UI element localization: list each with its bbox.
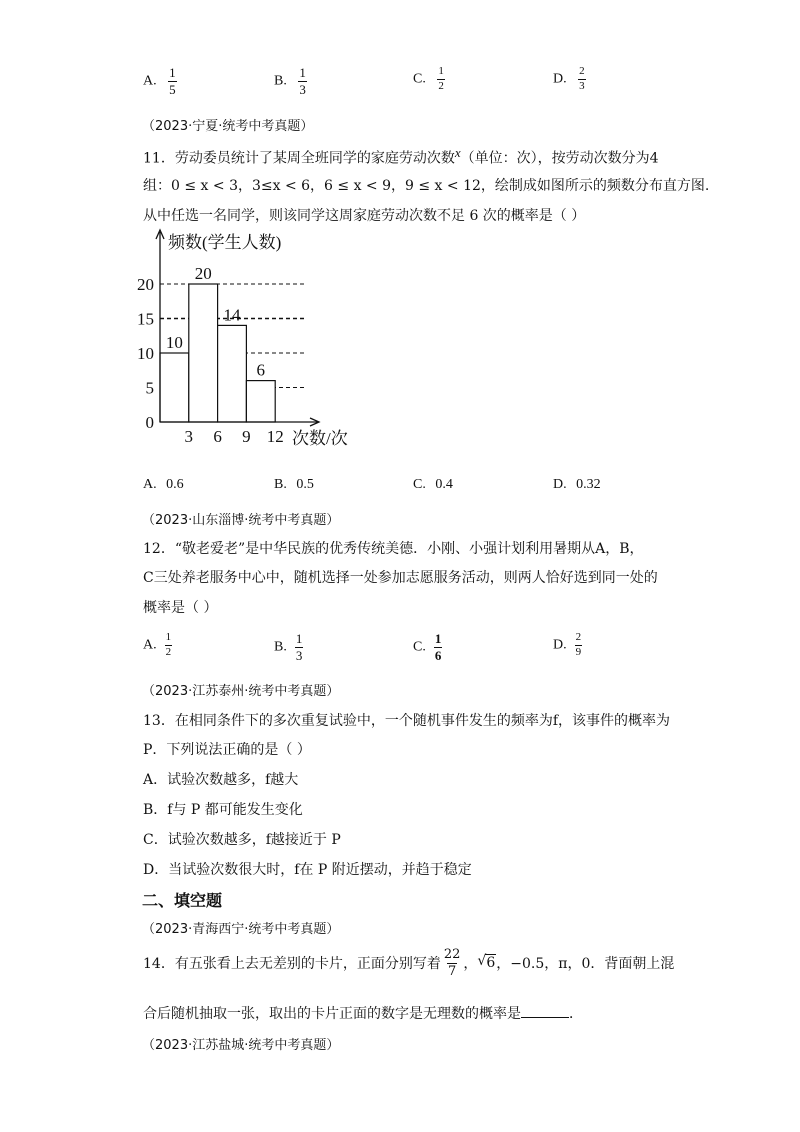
q14-line2-text: 合后随机抽取一张，取出的卡片正面的数字是无理数的概率是 [143, 1006, 521, 1022]
radicand: 6 [486, 955, 496, 972]
q12-option-c [413, 632, 442, 662]
q14-line2 [143, 1003, 583, 1023]
q14-source: （2023·青海西宁·统考中考真题） [142, 922, 340, 937]
option-value: 0.5 [296, 477, 314, 492]
denominator: 3 [295, 647, 303, 663]
option-letter: B. [274, 639, 287, 655]
q13-option-d: D．当试验次数很大时，f在 P 附近摆动，并趋于稳定 [143, 862, 472, 878]
q13-source: （2023·江苏泰州·统考中考真题） [142, 684, 340, 699]
q12-source: （2023·山东淄博·统考中考真题） [142, 513, 340, 528]
radical-sign: √ [477, 953, 487, 970]
numerator: 1 [299, 65, 306, 80]
option-letter: A. [143, 637, 157, 653]
q14-line2-end: ． [569, 1006, 583, 1022]
x-tick-label: 6 [213, 427, 222, 446]
q11-line2: 组：0 ≤ x < 3，3≤x < 6，6 ≤ x < 9，9 ≤ x < 12，绘制成如图所示的频数分布直方图. [143, 178, 710, 194]
option-letter: A. [143, 477, 157, 492]
numerator: 2 [579, 65, 585, 77]
numerator: 22 [443, 947, 461, 962]
fraction [575, 632, 583, 658]
answer-blank[interactable] [521, 1005, 569, 1018]
option-letter: A. [143, 73, 157, 89]
denominator: 3 [299, 81, 306, 97]
histogram-bar [246, 381, 275, 422]
x-axis-title: 次数/次 [292, 429, 348, 448]
q11-source: （2023·宁夏·统考中考真题） [142, 119, 314, 134]
numerator: 2 [575, 631, 582, 643]
q11-line1 [143, 145, 659, 168]
option-value: 0.4 [435, 477, 453, 492]
next-source: （2023·江苏盐城·统考中考真题） [142, 1038, 340, 1053]
q11-line1-a: 11．劳动委员统计了某周全班同学的家庭劳动次数 [143, 150, 455, 167]
y-axis-title: 频数(学生人数) [168, 233, 282, 252]
option-letter: C. [413, 477, 426, 492]
option-value: 0.6 [166, 477, 184, 492]
q11-option-a [143, 477, 184, 493]
option-letter: B. [274, 73, 287, 89]
numerator: 1 [165, 631, 172, 643]
q13-option-a: A．试验次数越多，f越大 [143, 772, 299, 788]
histogram-chart [120, 228, 370, 453]
denominator: 6 [434, 647, 442, 663]
fraction [578, 66, 586, 92]
y-tick-label: 0 [145, 413, 154, 432]
x-tick-label: 3 [184, 427, 194, 446]
option-value: 0.32 [576, 477, 601, 492]
bar-data-label: 6 [256, 360, 266, 380]
option-letter: B. [274, 477, 287, 492]
y-tick-label: 20 [137, 275, 154, 294]
q13-line1: 13．在相同条件下的多次重复试验中，一个随机事件发生的频率为f，该事件的概率为 [143, 713, 670, 729]
fraction [298, 66, 307, 96]
q12-line2: C三处养老服务中心中，随机选择一处参加志愿服务活动，则两人恰好选到同一处的 [143, 570, 658, 586]
bar-data-label: 10 [165, 333, 183, 352]
bar-data-label: 20 [194, 264, 212, 283]
denominator: 7 [447, 963, 457, 979]
option-letter: D. [553, 71, 567, 87]
option-letter: D. [553, 477, 567, 492]
q10-option-c [413, 66, 445, 92]
q11-line3: 从中任选一名同学，则该同学这周家庭劳动次数不足 6 次的概率是（ ） [143, 208, 586, 224]
fraction [165, 632, 173, 658]
denominator: 2 [438, 79, 444, 92]
denominator: 5 [169, 81, 176, 97]
q12-line1: 12．“敬老爱老”是中华民族的优秀传统美德．小刚、小强计划利用暑期从A，B， [143, 541, 644, 557]
fraction [434, 632, 443, 662]
option-letter: C. [413, 639, 426, 655]
denominator: 2 [165, 645, 172, 658]
q10-option-b [274, 66, 307, 96]
fraction [168, 66, 177, 96]
q11-line1-b: （单位：次），按劳动次数分为4 [460, 150, 659, 167]
numerator: 1 [169, 65, 176, 80]
y-tick-label: 10 [137, 344, 154, 363]
q11-option-b [274, 477, 314, 493]
q14-rest: ，−0.5，π，0．背面朝上混 [496, 956, 675, 973]
y-tick-label: 5 [145, 378, 154, 398]
q13-option-c: C．试验次数越多，f越接近于 P [143, 832, 341, 848]
q12-option-d [553, 632, 582, 658]
q14-line1: 14．有五张看上去无差别的卡片，正面分别写着 $\frac{22}{7}$ ， √ 6 ，−0.5，π，0．背面朝上混 [143, 947, 675, 979]
numerator: 1 [295, 631, 303, 646]
bar-data-label: 14 [223, 305, 241, 325]
histogram-bar [218, 325, 247, 422]
sqrt-expression [477, 955, 496, 971]
numerator: 1 [434, 631, 442, 646]
q12-option-b [274, 632, 303, 662]
histogram-bar [189, 284, 218, 422]
fraction [295, 632, 304, 662]
q11-option-c [413, 477, 453, 493]
q12-line3: 概率是（ ） [143, 600, 218, 616]
q11-option-d [553, 477, 601, 493]
q10-option-a [143, 66, 177, 96]
denominator: 9 [575, 645, 582, 658]
x-tick-label: 12 [266, 427, 284, 446]
q13-option-b: B．f与 P 都可能发生变化 [143, 802, 303, 818]
q14-prefix: 14．有五张看上去无差别的卡片，正面分别写着 [143, 956, 441, 973]
fraction [443, 948, 462, 978]
x-tick-label: 9 [242, 427, 251, 446]
section-heading: 二、填空题 [142, 891, 223, 910]
q11-variable: x [454, 145, 461, 160]
q12-option-a [143, 632, 172, 658]
q10-option-d [553, 66, 586, 92]
option-letter: C. [413, 71, 426, 87]
histogram-bar [160, 353, 189, 422]
fraction [437, 66, 445, 92]
y-tick-label: 15 [137, 309, 154, 329]
numerator: 1 [438, 65, 444, 77]
q13-line2: P．下列说法正确的是（ ） [143, 742, 311, 758]
option-letter: D. [553, 637, 567, 653]
denominator: 3 [579, 79, 585, 92]
